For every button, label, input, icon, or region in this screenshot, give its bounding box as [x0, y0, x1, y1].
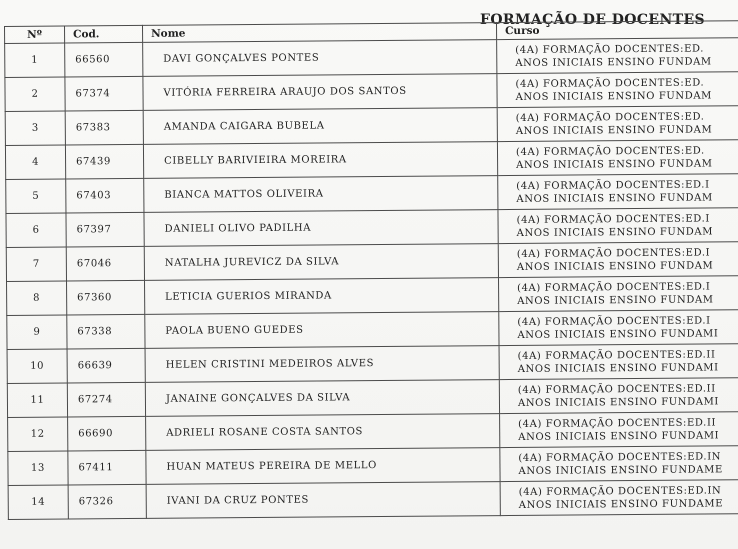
row-cod: 67326: [68, 484, 146, 519]
header-nome: Nome: [142, 23, 496, 43]
row-cod: 67411: [68, 450, 146, 485]
row-curso: [497, 38, 738, 74]
curso-line-2: ANOS INICIAIS ENSINO FUNDAM: [517, 293, 714, 307]
row-nome: BIANCA MATTOS OLIVEIRA: [144, 176, 498, 213]
row-curso: [500, 446, 738, 482]
row-num: 8: [7, 281, 67, 315]
table-row: [6, 242, 738, 282]
row-num: 14: [8, 485, 68, 519]
curso-line-1: (4A) FORMAÇÃO DOCENTES:ED.I: [516, 246, 711, 260]
table-body: [5, 38, 738, 520]
header-cod: Cod.: [65, 25, 143, 43]
table-row: [8, 480, 738, 520]
row-cod: 66690: [68, 416, 146, 451]
curso-line-1: (4A) FORMAÇÃO DOCENTES:ED.II: [518, 416, 717, 430]
table-row: [6, 208, 738, 248]
row-nome: IVANI DA CRUZ PONTES: [146, 482, 500, 519]
row-curso: [500, 480, 738, 516]
curso-line-2: ANOS INICIAIS ENSINO FUNDAME: [518, 463, 723, 477]
curso-line-1: (4A) FORMAÇÃO DOCENTES:ED.: [515, 145, 705, 158]
row-curso: [499, 378, 738, 414]
row-cod: 67439: [65, 144, 143, 179]
curso-line-1: (4A) FORMAÇÃO DOCENTES:ED.IN: [518, 450, 722, 464]
row-cod: 67360: [67, 280, 145, 315]
curso-line-1: (4A) FORMAÇÃO DOCENTES:ED.I: [517, 314, 711, 328]
row-nome: ADRIELI ROSANE COSTA SANTOS: [146, 414, 500, 451]
row-nome: PAOLA BUENO GUEDES: [145, 312, 499, 349]
header-curso: Curso: [496, 21, 738, 40]
row-num: 13: [8, 451, 68, 485]
table-row: [6, 174, 738, 214]
curso-line-1: (4A) FORMAÇÃO DOCENTES:ED.: [515, 111, 705, 124]
row-nome: DANIELI OLIVO PADILHA: [144, 210, 498, 247]
row-curso: [498, 242, 738, 278]
row-num: 2: [5, 77, 65, 111]
row-curso: [497, 106, 738, 142]
row-cod: 67046: [66, 246, 144, 281]
row-curso: [500, 412, 738, 448]
curso-line-2: ANOS INICIAIS ENSINO FUNDAMI: [518, 429, 720, 443]
curso-line-2: ANOS INICIAIS ENSINO FUNDAMI: [517, 327, 719, 341]
row-curso: [498, 174, 738, 210]
row-cod: 67403: [66, 178, 144, 213]
row-cod: 67274: [67, 382, 145, 417]
curso-line-1: (4A) FORMAÇÃO DOCENTES:ED.I: [516, 212, 710, 226]
table-row: [5, 38, 738, 78]
row-nome: VITÓRIA FERREIRA ARAUJO DOS SANTOS: [143, 74, 497, 111]
row-cod: 67374: [65, 76, 143, 111]
table-row: [8, 412, 738, 452]
table-row: [5, 72, 738, 112]
row-num: 9: [7, 315, 67, 349]
row-nome: JANAINE GONÇALVES DA SILVA: [145, 380, 499, 417]
row-num: 6: [6, 213, 66, 247]
table-row: [7, 276, 738, 316]
row-curso: [497, 140, 738, 176]
row-nome: LETICIA GUERIOS MIRANDA: [145, 278, 499, 315]
table-row: [7, 310, 738, 350]
row-cod: 67383: [65, 110, 143, 145]
curso-line-2: ANOS INICIAIS ENSINO FUNDAM: [516, 157, 713, 171]
student-table: [4, 20, 738, 520]
row-nome: AMANDA CAIGARA BUBELA: [143, 108, 497, 145]
row-num: 3: [5, 111, 65, 145]
row-cod: 66560: [65, 42, 143, 77]
row-cod: 66639: [67, 348, 145, 383]
row-num: 10: [7, 349, 67, 383]
row-curso: [499, 310, 738, 346]
curso-line-1: (4A) FORMAÇÃO DOCENTES:ED.I: [517, 280, 711, 294]
row-num: 4: [5, 145, 65, 179]
row-num: 7: [6, 247, 66, 281]
curso-line-1: (4A) FORMAÇÃO DOCENTES:ED.: [515, 43, 705, 56]
curso-line-2: ANOS INICIAIS ENSINO FUNDAM: [515, 55, 712, 69]
row-nome: DAVI GONÇALVES PONTES: [143, 40, 497, 77]
curso-line-2: ANOS INICIAIS ENSINO FUNDAM: [516, 225, 714, 239]
curso-line-2: ANOS INICIAIS ENSINO FUNDAMI: [517, 361, 719, 375]
row-num: 5: [6, 179, 66, 213]
table-row: [5, 106, 738, 146]
curso-line-2: ANOS INICIAIS ENSINO FUNDAM: [515, 123, 713, 137]
table-row: [7, 378, 738, 418]
curso-line-2: ANOS INICIAIS ENSINO FUNDAM: [516, 259, 714, 273]
curso-line-2: ANOS INICIAIS ENSINO FUNDAM: [515, 89, 713, 103]
table-row: [8, 446, 738, 486]
curso-line-1: (4A) FORMAÇÃO DOCENTES:ED.IN: [518, 484, 722, 498]
row-curso: [498, 208, 738, 244]
curso-line-2: ANOS INICIAIS ENSINO FUNDAM: [516, 191, 713, 205]
table-row: [7, 344, 738, 384]
row-num: 12: [8, 417, 68, 451]
row-num: 11: [7, 383, 67, 417]
row-nome: NATALHA JUREVICZ DA SILVA: [144, 244, 498, 281]
curso-line-1: (4A) FORMAÇÃO DOCENTES:ED.: [515, 77, 705, 90]
row-curso: [497, 72, 738, 108]
curso-line-2: ANOS INICIAIS ENSINO FUNDAMI: [517, 395, 719, 409]
curso-line-1: (4A) FORMAÇÃO DOCENTES:ED.II: [517, 382, 716, 396]
curso-line-2: ANOS INICIAIS ENSINO FUNDAME: [518, 497, 724, 511]
row-curso: [498, 276, 738, 312]
curso-line-1: (4A) FORMAÇÃO DOCENTES:ED.I: [516, 178, 710, 192]
row-curso: [499, 344, 738, 380]
row-nome: CIBELLY BARIVIEIRA MOREIRA: [143, 142, 497, 179]
header-num: Nº: [5, 26, 65, 43]
table-row: [5, 140, 738, 180]
row-cod: 67397: [66, 212, 144, 247]
document-title: FORMAÇÃO DE DOCENTES: [480, 12, 706, 28]
row-num: 1: [5, 43, 65, 77]
row-nome: HUAN MATEUS PEREIRA DE MELLO: [146, 448, 500, 485]
curso-line-1: (4A) FORMAÇÃO DOCENTES:ED.II: [517, 348, 716, 362]
row-nome: HELEN CRISTINI MEDEIROS ALVES: [145, 346, 499, 383]
row-cod: 67338: [67, 314, 145, 349]
